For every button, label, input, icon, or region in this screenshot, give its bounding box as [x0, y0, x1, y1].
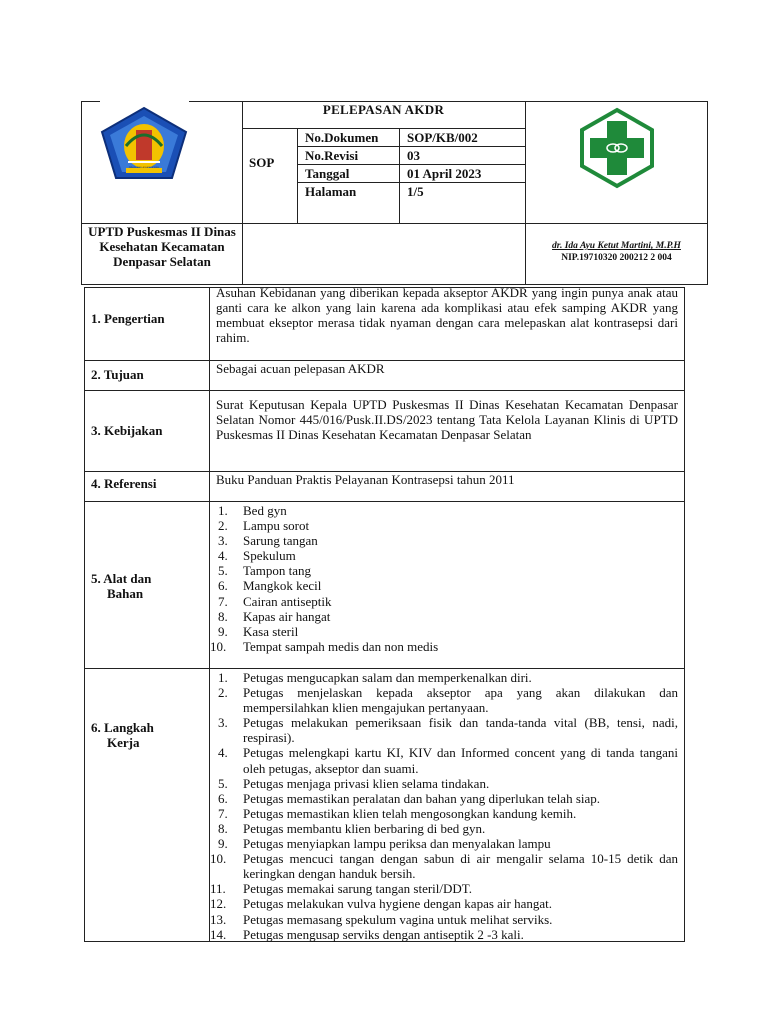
list-item — [210, 609, 678, 624]
doc-label-norevisi: No.Revisi — [305, 148, 359, 163]
label-langkah-kerja-2: Kerja — [107, 735, 140, 750]
list-item-number: 5 . — [218, 776, 238, 791]
list-item-number: 8 . — [218, 821, 238, 836]
logo-puskesmas — [576, 107, 658, 189]
text-referensi: Buku Panduan Praktis Pelayanan Kontrasepsi tahun 2011 — [216, 472, 515, 487]
list-item-text: Petugas membantu klien berbaring di bed gyn. — [243, 820, 486, 836]
list-item-number: 13 . — [210, 912, 230, 927]
list-item — [210, 821, 678, 836]
list-item-number: 10 . — [210, 851, 230, 866]
list-item — [210, 912, 678, 927]
label-referensi: 4. Referensi — [91, 476, 157, 491]
list-item-number: 8 . — [218, 609, 238, 624]
list-item-text: Petugas melakukan vulva hygiene dengan kapas air hangat. — [243, 896, 553, 912]
doc-label-halaman: Halaman — [305, 184, 357, 199]
list-item-text: Petugas menjelaskan kepada akseptor apa yang akan dilakukan dan mempersilahkan klien mengajukan pertanyaan. — [243, 685, 678, 716]
list-item — [210, 548, 678, 563]
list-item-number: 6 . — [218, 578, 238, 593]
list-item-text: Petugas menjaga privasi klien selama tindakan. — [243, 775, 490, 791]
list-item-text: Lampu sorot — [243, 518, 310, 534]
page-title: PELEPASAN AKDR — [322, 102, 445, 117]
text-tujuan: Sebagai acuan pelepasan AKDR — [216, 361, 385, 376]
list-item-number: 7 . — [218, 594, 238, 609]
label-kebijakan: 3. Kebijakan — [91, 423, 163, 438]
list-item-number: 9 . — [218, 624, 238, 639]
text-kebijakan: Surat Keputusan Kepala UPTD Puskesmas II Dinas Kesehatan Kecamatan Denpasar Selatan Nomor 445/016/Pusk.II.DS/2023 tentang Tata Kelola Layanan Klinis di UPTD Puskesmas II Dinas Kesehatan Kecamatan Denpasar Selatan — [216, 397, 678, 442]
list-item-text: Tempat sampah medis dan non medis — [243, 638, 439, 654]
logo-motto: PURADAKSHA BHAKTA SEVAKA — [128, 167, 160, 169]
signer-name: dr. Ida Ayu Ketut Martini, M.P.H — [552, 241, 681, 251]
doc-value-nodokumen: SOP/KB/002 — [407, 130, 478, 145]
list-item — [210, 851, 678, 881]
list-item-text: Petugas melakukan pemeriksaan fisik dan tanda-tanda vital (BB, tensi, nadi, respirasi). — [243, 715, 678, 746]
organization-name: UPTD Puskesmas II Dinas Kesehatan Kecamatan Denpasar Selatan — [88, 224, 236, 269]
list-item-number: 10 . — [210, 639, 230, 654]
list-item-number: 5 . — [218, 563, 238, 578]
label-pengertian: 1. Pengertian — [91, 311, 165, 326]
list-item — [210, 927, 678, 942]
list-item — [210, 745, 678, 775]
list-item — [210, 670, 678, 685]
label-alat-bahan-1: 5. Alat dan — [91, 571, 152, 586]
list-item-text: Petugas memastikan peralatan dan bahan yang diperlukan telah siap. — [243, 790, 601, 806]
list-item-number: 4 . — [218, 745, 238, 760]
list-item-text: Petugas memasang spekulum vagina untuk melihat serviks. — [243, 911, 553, 927]
doc-label-tanggal: Tanggal — [305, 166, 350, 181]
signer-nip: NIP.19710320 200212 2 004 — [561, 253, 672, 263]
doc-label-nodokumen: No.Dokumen — [305, 130, 379, 145]
list-item-number: 1 . — [218, 503, 238, 518]
list-item — [210, 533, 678, 548]
list-item-text: Petugas mencuci tangan dengan sabun di air mengalir selama 10-15 detik dan keringkan dengan handuk bersih. — [243, 851, 678, 882]
list-item — [210, 685, 678, 715]
label-tujuan: 2. Tujuan — [91, 367, 144, 382]
list-item-text: Kapas air hangat — [243, 608, 331, 624]
list-item — [210, 503, 678, 518]
list-item — [210, 639, 678, 654]
list-item-number: 7 . — [218, 806, 238, 821]
list-item — [210, 836, 678, 851]
list-item-number: 9 . — [218, 836, 238, 851]
list-item-number: 14 . — [210, 927, 230, 942]
list-item-text: Petugas mengucapkan salam dan memperkenalkan diri. — [243, 670, 532, 685]
list-item-text: Petugas mengusap serviks dengan antiseptik 2 -3 kali. — [243, 926, 524, 942]
doc-value-tanggal: 01 April 2023 — [407, 166, 482, 181]
list-item-number: 2 . — [218, 518, 238, 533]
list-item-text: Kasa steril — [243, 623, 299, 639]
list-item — [210, 578, 678, 593]
list-item-text: Petugas menyiapkan lampu periksa dan menyalakan lampu — [243, 836, 551, 852]
doc-value-norevisi: 03 — [407, 148, 420, 163]
list-item-text: Tampon tang — [243, 563, 312, 579]
list-langkah-kerja — [210, 670, 678, 942]
sop-label: SOP — [249, 155, 275, 170]
list-item-text: Petugas memakai sarung tangan steril/DDT. — [243, 881, 473, 897]
list-item — [210, 881, 678, 896]
list-alat-bahan — [210, 503, 678, 654]
list-item-text: Spekulum — [243, 548, 296, 564]
list-item-text: Mangkok kecil — [243, 578, 322, 594]
list-item-text: Bed gyn — [243, 503, 287, 518]
list-item-text: Petugas memastikan klien telah mengosongkan kandung kemih. — [243, 805, 577, 821]
list-item — [210, 776, 678, 791]
list-item-number: 4 . — [218, 548, 238, 563]
list-item-text: Petugas melengkapi kartu KI, KIV dan Informed concent yang di tanda tangani oleh petugas, akseptor dan suami. — [243, 745, 678, 776]
list-item — [210, 594, 678, 609]
list-item — [210, 896, 678, 911]
list-item — [210, 624, 678, 639]
text-pengertian: Asuhan Kebidanan yang diberikan kepada akseptor AKDR yang ingin punya anak atau ganti cara ke alkon yang lain karena ada komplikasi atau efek samping AKDR yang membuat ekseptor merasa tidak nyaman dengan cara melepaskan alat kontrasepsi dari rahim. — [216, 285, 678, 345]
label-langkah-kerja-1: 6. Langkah — [91, 720, 154, 735]
government-emblem-icon — [96, 106, 192, 184]
list-item — [210, 806, 678, 821]
list-item — [210, 715, 678, 745]
list-item — [210, 518, 678, 533]
list-item-number: 3 . — [218, 715, 238, 730]
list-item-number: 12 . — [210, 896, 230, 911]
logo-left — [96, 106, 192, 184]
list-item-number: 11 . — [210, 881, 230, 896]
list-item — [210, 563, 678, 578]
list-item — [210, 791, 678, 806]
label-alat-bahan-2: Bahan — [107, 586, 144, 601]
list-item-number: 2 . — [218, 685, 238, 700]
list-item-number: 1 . — [218, 670, 238, 685]
list-item-number: 6 . — [218, 791, 238, 806]
list-item-text: Cairan antiseptik — [243, 593, 332, 609]
list-item-number: 3 . — [218, 533, 238, 548]
doc-value-halaman: 1/5 — [407, 184, 424, 199]
list-item-text: Sarung tangan — [243, 533, 318, 549]
puskesmas-cross-icon — [576, 107, 658, 189]
